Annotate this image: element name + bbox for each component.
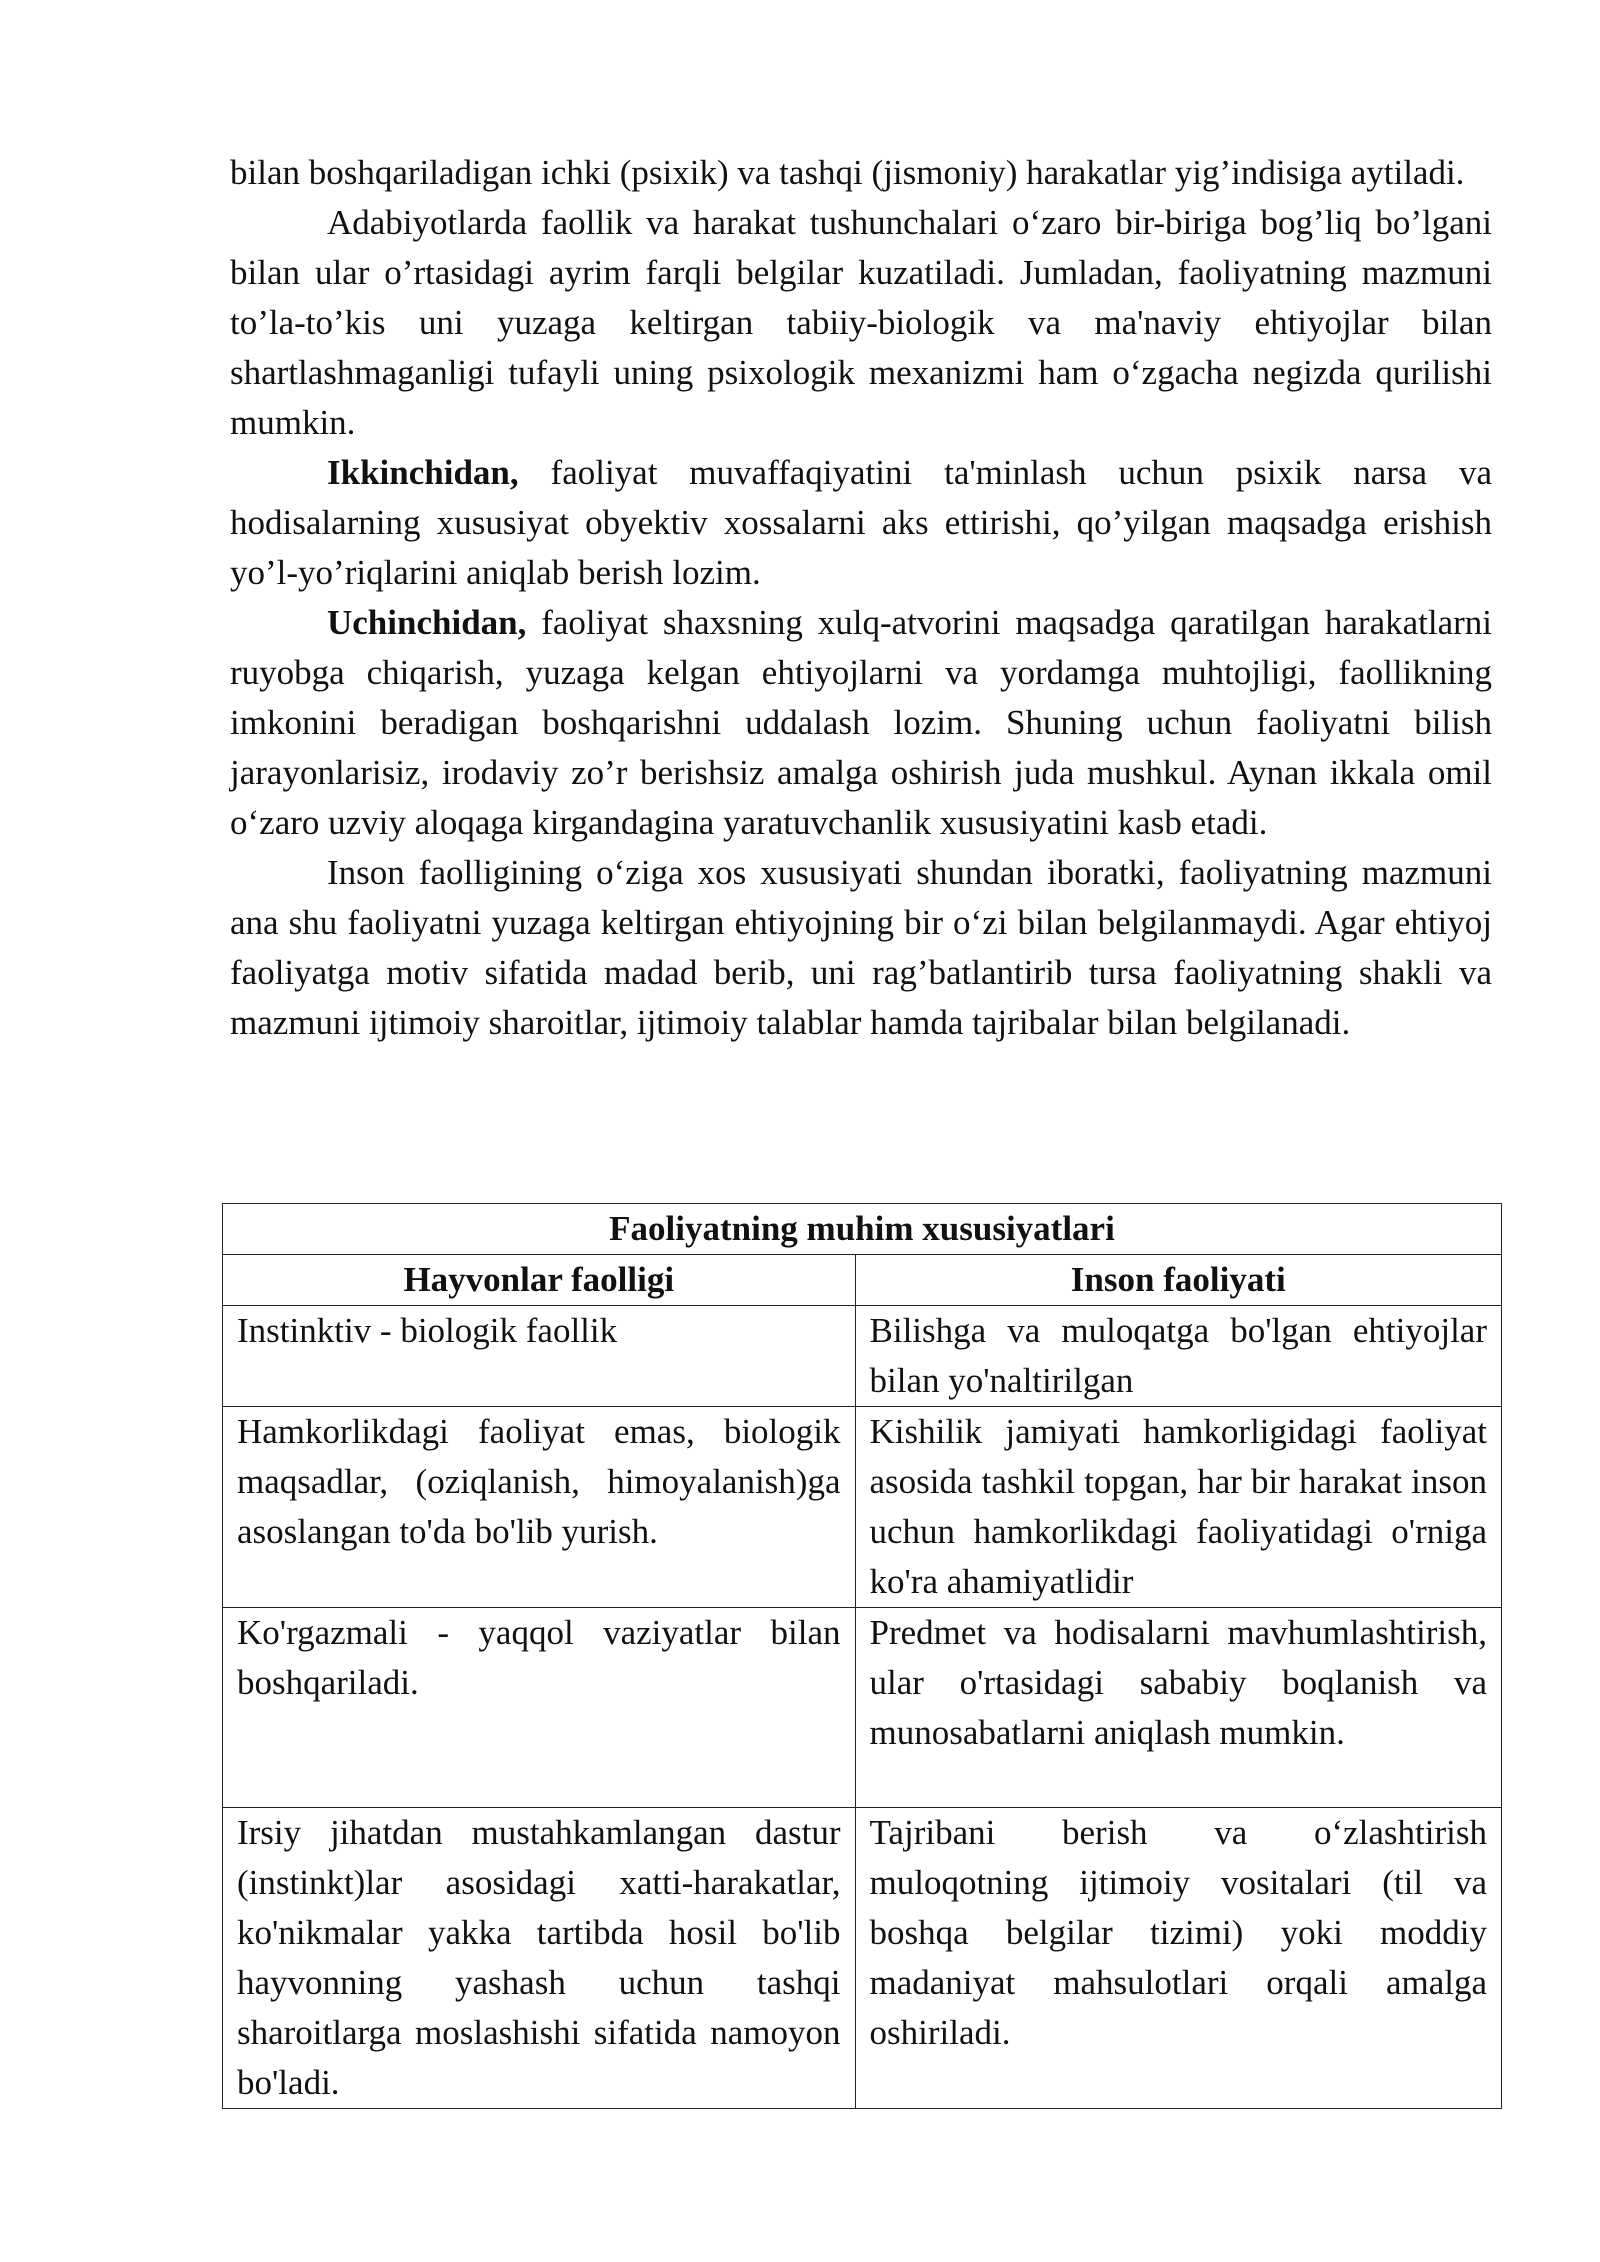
- table-row: [223, 1808, 1502, 2109]
- paragraph-3-text: faoliyat muvaffaqiyatini ta'minlash uchun psixik narsa va hodisalarning xususiyat obyektiv xossalarni aks ettirishi, qo’yilgan maqsadga erishish yo’l-yo’riqlarini aniqlab berish lozim.: [230, 453, 1492, 592]
- document-body: [230, 148, 1492, 1048]
- table-row: [223, 1306, 1502, 1407]
- table-cell: Ko'rgazmali - yaqqol vaziyatlar bilan boshqariladi.: [223, 1608, 856, 1808]
- table-row: [223, 1608, 1502, 1808]
- table-cell: Instinktiv - biologik faollik: [223, 1306, 856, 1407]
- paragraph-5: Inson faolligining o‘ziga xos xususiyati shundan iboratki, faoliyatning mazmuni ana shu faoliyatni yuzaga keltirgan ehtiyojning bir o‘zi bilan belgilanmaydi. Agar ehtiyoj faoliyatga motiv sifatida madad berib, uni rag’batlantirib tursa faoliyatning shakli va mazmuni ijtimoiy sharoitlar, ijtimoiy talablar hamda tajribalar bilan belgilanadi.: [230, 853, 1492, 1042]
- paragraph-3: [230, 448, 1492, 598]
- table-cell: Kishilik jamiyati hamkorligidagi faoliyat asosida tashkil topgan, har bir harakat inson uchun hamkorlikdagi faoliyatidagi o'rniga ko'ra ahamiyatlidir: [855, 1407, 1502, 1608]
- table-cell: Irsiy jihatdan mustahkamlangan dastur (instinkt)lar asosidagi xatti-harakatlar, ko'nikmalar yakka tartibda hosil bo'lib hayvonning yashash uchun tashqi sharoitlarga moslashishi sifatida namoyon bo'ladi.: [223, 1808, 856, 2109]
- table-cell: Tajribani berish va o‘zlashtirish muloqotning ijtimoiy vositalari (til va boshqa belgilar tizimi) yoki moddiy madaniyat mahsulotlari orqali amalga oshiriladi.: [855, 1808, 1502, 2109]
- table-header-human: Inson faoliyati: [855, 1255, 1502, 1306]
- table-cell: Predmet va hodisalarni mavhumlashtirish, ular o'rtasidagi sababiy boqlanish va munosabatlarni aniqlash mumkin.: [855, 1608, 1502, 1808]
- paragraph-2: Adabiyotlarda faollik va harakat tushunchalari o‘zaro bir-biriga bog’liq bo’lgani bilan ular o’rtasidagi ayrim farqli belgilar kuzatiladi. Jumladan, faoliyatning mazmuni to’la-to’kis uni yuzaga keltirgan tabiiy-biologik va ma'naviy ehtiyojlar bilan shartlashmaganligi tufayli uning psixologik mexanizmi ham o‘zgacha negizda qurilishi mumkin.: [230, 203, 1492, 442]
- comparison-table: [222, 1203, 1502, 2109]
- paragraph-4-text: faoliyat shaxsning xulq-atvorini maqsadga qaratilgan harakatlarni ruyobga chiqarish, yuzaga kelgan ehtiyojlarni va yordamga muhtojligi, faollikning imkonini beradigan boshqarishni uddalash lozim. Shuning uchun faoliyatni bilish jarayonlarisiz, irodaviy zo’r berishsiz amalga oshirish juda mushkul. Aynan ikkala omil o‘zaro uzviy aloqaga kirgandagina yaratuvchanlik xususiyatini kasb etadi.: [230, 603, 1492, 842]
- paragraph-3-lead: Ikkinchidan,: [327, 453, 519, 492]
- paragraph-4-lead: Uchinchidan,: [327, 603, 527, 642]
- table-header-animals: Hayvonlar faolligi: [223, 1255, 856, 1306]
- paragraph-1: bilan boshqariladigan ichki (psixik) va tashqi (jismoniy) harakatlar yig’indisiga aytiladi.: [230, 153, 1465, 192]
- table-cell: Hamkorlikdagi faoliyat emas, biologik maqsadlar, (oziqlanish, himoyalanish)ga asoslangan to'da bo'lib yurish.: [223, 1407, 856, 1608]
- table-title: Faoliyatning muhim xususiyatlari: [223, 1204, 1502, 1255]
- table-cell: Bilishga va muloqatga bo'lgan ehtiyojlar bilan yo'naltirilgan: [855, 1306, 1502, 1407]
- paragraph-4: [230, 598, 1492, 848]
- table-row: [223, 1407, 1502, 1608]
